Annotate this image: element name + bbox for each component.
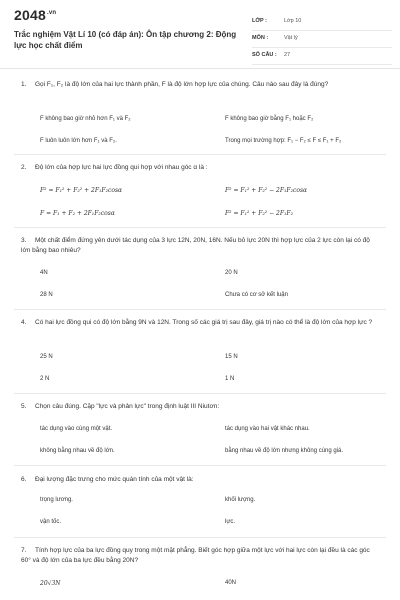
meta-label: SỐ CÂU : bbox=[252, 52, 277, 58]
question-divider bbox=[14, 465, 386, 466]
meta-value: Lớp 10 bbox=[284, 18, 302, 24]
meta-count bbox=[252, 50, 392, 65]
question-text bbox=[21, 163, 377, 173]
question-body: Gọi F₁, F₂ là độ lớn của hai lực thành phần, F là độ lớn hợp lực của chúng. Câu nào sau đây là đúng? bbox=[35, 81, 329, 88]
question-divider bbox=[14, 393, 386, 394]
question-divider bbox=[14, 537, 386, 538]
meta-label: MÔN : bbox=[252, 35, 269, 41]
answer-option[interactable]: 28 N bbox=[40, 292, 53, 298]
answer-option[interactable]: F không bao giờ nhỏ hơn F₁ và F₂ bbox=[40, 116, 131, 122]
meta-class bbox=[252, 16, 392, 31]
answer-option[interactable]: tác dụng vào cùng một vật. bbox=[40, 426, 113, 432]
answer-option[interactable]: Chưa có cơ sở kết luận bbox=[225, 292, 288, 298]
answer-option[interactable]: 20 N bbox=[225, 270, 238, 276]
quiz-meta bbox=[252, 16, 392, 67]
question-text bbox=[21, 318, 377, 328]
meta-value: Vật lý bbox=[284, 35, 298, 41]
question-number: 7. bbox=[21, 547, 27, 554]
answer-option[interactable]: 40N bbox=[225, 580, 237, 586]
answer-option[interactable]: 1 N bbox=[225, 376, 235, 382]
answer-option[interactable]: bằng nhau về độ lớn nhưng không cùng giá. bbox=[225, 448, 344, 454]
question-number: 4. bbox=[21, 319, 27, 326]
logo-text: 2048 bbox=[14, 7, 46, 23]
answer-option[interactable]: 15 N bbox=[225, 354, 238, 360]
page-title: Trắc nghiệm Vật Lí 10 (có đáp án): Ôn tập chương 2: Động lực học chất điểm bbox=[14, 30, 237, 50]
meta-label: LỚP : bbox=[252, 18, 267, 24]
answer-option[interactable]: F luôn luôn lớn hơn F₁ và F₂. bbox=[40, 138, 117, 144]
question-divider bbox=[14, 309, 386, 310]
question-text bbox=[21, 236, 377, 256]
question-body: Độ lớn của hợp lực hai lực đồng qui hợp với nhau góc α là : bbox=[35, 164, 208, 171]
answer-option[interactable]: trọng lương. bbox=[40, 497, 73, 503]
question-text bbox=[21, 475, 377, 485]
answer-option[interactable]: Trong mọi trường hợp: F₁ − F₂ ≤ F ≤ F₁ + F₂ bbox=[225, 138, 342, 144]
answer-option[interactable]: F không bao giờ bằng F₁ hoặc F₂ bbox=[225, 116, 314, 122]
answer-option[interactable]: lực. bbox=[225, 519, 236, 525]
question-divider bbox=[14, 154, 386, 155]
question-body: Đại lượng đặc trưng cho mức quán tính của một vật là: bbox=[35, 476, 194, 483]
answer-option[interactable]: 25 N bbox=[40, 354, 53, 360]
page-header bbox=[0, 0, 400, 69]
question-text bbox=[21, 402, 377, 412]
answer-option[interactable]: tác dụng vào hai vật khác nhau. bbox=[225, 426, 310, 432]
question-number: 2. bbox=[21, 164, 27, 171]
question-divider bbox=[14, 227, 386, 228]
answer-option[interactable]: 4N bbox=[40, 270, 48, 276]
question-number: 3. bbox=[21, 237, 27, 244]
meta-value: 27 bbox=[284, 52, 291, 58]
answer-option[interactable]: F² = F₁² + F₂² − 2F₁F₂cosα bbox=[225, 187, 308, 194]
question-text bbox=[21, 80, 377, 90]
question-number: 1. bbox=[21, 81, 27, 88]
question-body: Có hai lực đồng qui có độ lớn bằng 9N và 12N. Trong số các giá trị sau đây, giá trị nào có thể là độ lớn của hợp lực ? bbox=[35, 319, 373, 326]
answer-option[interactable]: F² = F₁² + F₂² − 2F₁F₂ bbox=[225, 210, 293, 217]
logo-suffix: .vn bbox=[46, 10, 57, 17]
meta-subject bbox=[252, 33, 392, 48]
answer-option[interactable]: F² = F₁² + F₂² + 2F₁F₂cosα bbox=[40, 187, 123, 194]
question-number: 5. bbox=[21, 403, 27, 410]
answer-option[interactable]: không bằng nhau về độ lớn. bbox=[40, 448, 115, 454]
answer-option[interactable]: 2 N bbox=[40, 376, 50, 382]
answer-option[interactable]: vận tốc. bbox=[40, 519, 62, 525]
answer-option[interactable]: 20√3N bbox=[40, 580, 61, 587]
answer-option[interactable]: F = F₁ + F₂ + 2F₁F₂cosα bbox=[40, 210, 115, 217]
question-body: Một chất điểm đứng yên dưới tác dụng của 3 lực 12N, 20N, 16N. Nếu bỏ lực 20N thì hợp lực của 2 lực còn lại có độ lớn bằng bao nhiêu? bbox=[21, 237, 370, 254]
question-text bbox=[21, 546, 377, 566]
site-logo[interactable] bbox=[14, 7, 56, 23]
question-body: Tính hợp lực của ba lực đồng quy trong một mặt phẳng. Biết góc hợp giữa một lực với hai lực còn lại đều là các góc 60° và độ lớn của ba lực đều bằng 20N? bbox=[21, 547, 370, 564]
answer-option[interactable]: khối lượng. bbox=[225, 497, 256, 503]
question-body: Chọn câu đúng. Cặp "lực và phản lực" trong định luật III Niutơn: bbox=[35, 403, 220, 410]
question-number: 6. bbox=[21, 476, 27, 483]
